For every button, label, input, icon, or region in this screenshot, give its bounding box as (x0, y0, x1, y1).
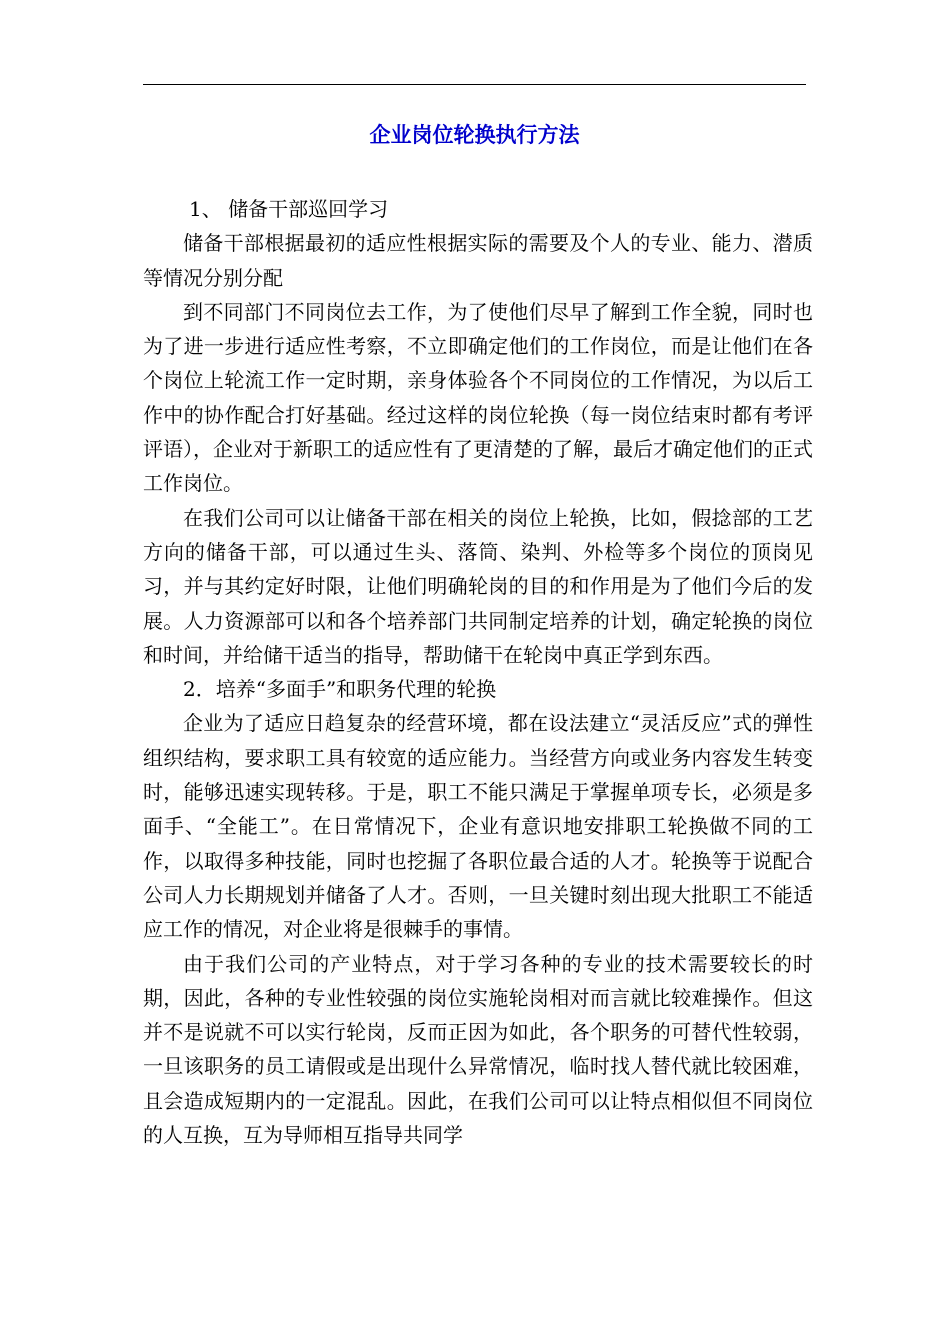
paragraph: 由于我们公司的产业特点，对于学习各种的专业的技术需要较长的时期，因此，各种的专业性较强的岗位实施轮岗相对而言就比较难操作。但这并不是说就不可以实行轮岗，反而正因为如此，各个职务的可替代性较弱，一旦该职务的员工请假或是出现什么异常情况，临时找人替代就比较困难，且会造成短期内的一定混乱。因此，在我们公司可以让特点相似但不同岗位的人互换，互为导师相互指导共同学 (143, 951, 813, 1148)
paragraph: 储备干部根据最初的适应性根据实际的需要及个人的专业、能力、潜质等情况分别分配 (143, 231, 813, 290)
paragraph: 到不同部门不同岗位去工作，为了使他们尽早了解到工作全貌，同时也为了进一步进行适应性考察，不立即确定他们的工作岗位，而是让他们在各个岗位上轮流工作一定时期，亲身体验各个不同岗位的工作情况，为以后工作中的协作配合打好基础。经过这样的岗位轮换（每一岗位结束时都有考评评语），企业对于新职工的适应性有了更清楚的了解，最后才确定他们的正式工作岗位。 (143, 299, 813, 496)
section-heading: 1、 储备干部巡回学习 (189, 197, 389, 221)
paragraph: 企业为了适应日趋复杂的经营环境，都在设法建立“灵活反应”式的弹性组织结构，要求职工具有较宽的适应能力。当经营方向或业务内容发生转变时，能够迅速实现转移。于是，职工不能只满足于掌握单项专长，必须是多面手、“全能工”。在日常情况下，企业有意识地安排职工轮换做不同的工作，以取得多种技能，同时也挖掘了各职位最合适的人才。轮换等于说配合公司人力长期规划并储备了人才。否则，一旦关键时刻出现大批职工不能适应工作的情况，对企业将是很棘手的事情。 (143, 711, 813, 942)
header-rule (143, 84, 806, 85)
document-title: 企业岗位轮换执行方法 (369, 122, 580, 147)
document-body (143, 192, 813, 1152)
section-heading: 2．培养“多面手”和职务代理的轮换 (183, 677, 497, 702)
paragraph: 在我们公司可以让储备干部在相关的岗位上轮换，比如，假捻部的工艺方向的储备干部，可以通过生头、落筒、染判、外检等多个岗位的顶岗见习，并与其约定好时限，让他们明确轮岗的目的和作用是为了他们今后的发展。人力资源部可以和各个培养部门共同制定培养的计划，确定轮换的岗位和时间，并给储干适当的指导，帮助储干在轮岗中真正学到东西。 (143, 505, 813, 667)
